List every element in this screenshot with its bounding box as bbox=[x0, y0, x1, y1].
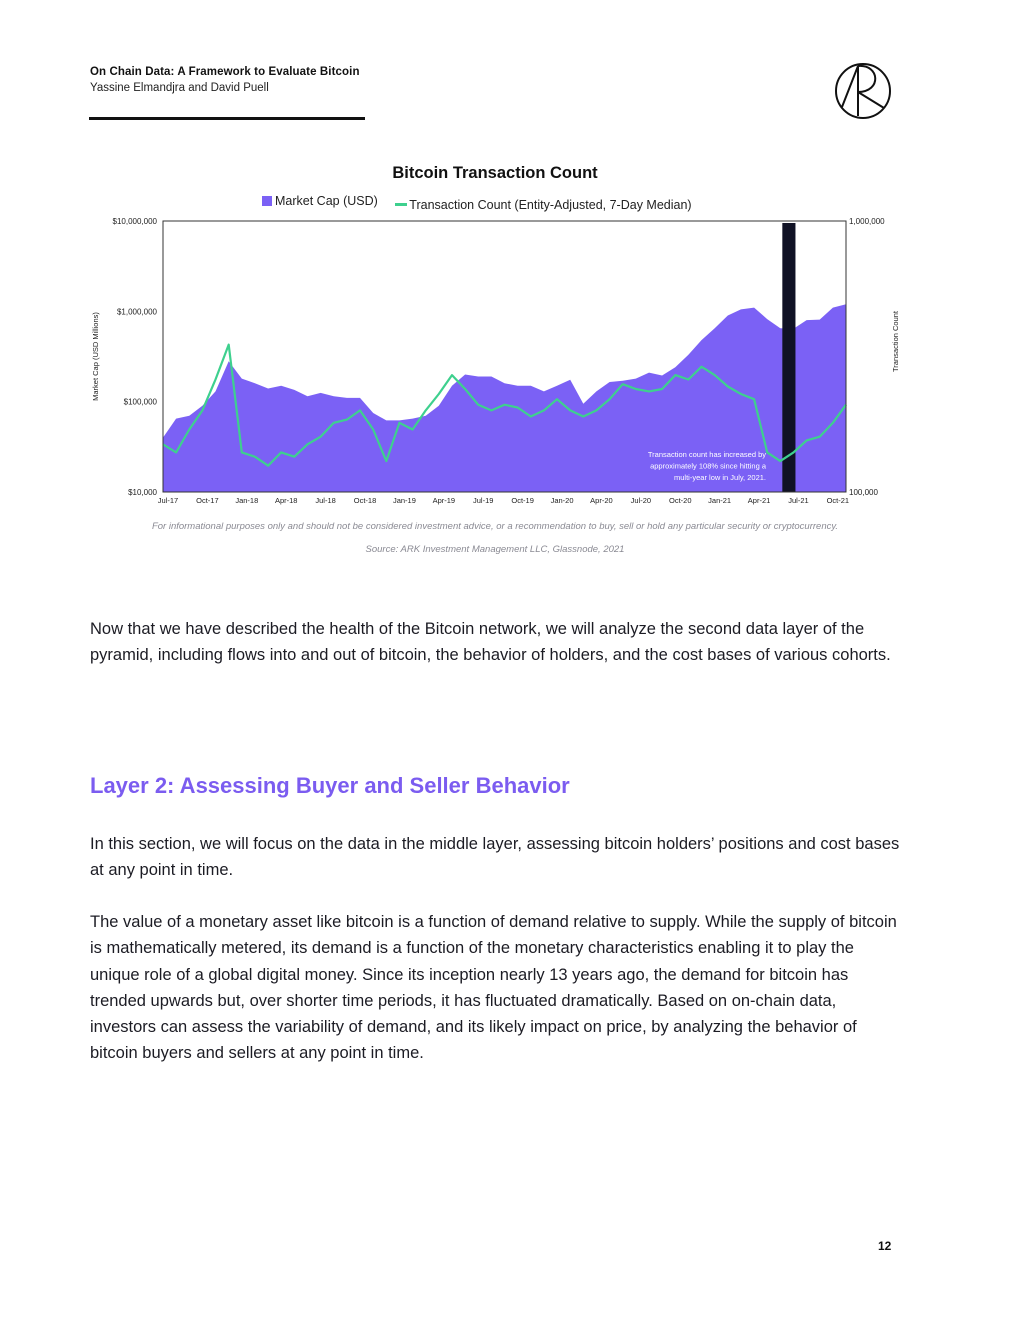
legend-label-transaction-count: Transaction Count (Entity-Adjusted, 7-Day Median) bbox=[409, 197, 692, 212]
chart-legend bbox=[262, 194, 706, 212]
x-tick-label: Jul-19 bbox=[473, 496, 494, 505]
body-paragraph-3: The value of a monetary asset like bitcoin is a function of demand relative to supply. While the supply of bitcoin is mathematically metered, its demand is a function of the monetary characteristics enabling it to play the unique role of a global digital money. Since its inception nearly 13 years ago, the demand for bitcoin has trended upwards but, over shorter time periods, it has fluctuated dramatically. Based on on-chain data, investors can assess the variability of demand, and its likely impact on price, by analyzing the behavior of bitcoin buyers and sellers at any point in time. bbox=[90, 913, 897, 1063]
x-tick-label: Apr-18 bbox=[274, 496, 298, 505]
x-tick-label: Jul-21 bbox=[788, 496, 809, 505]
chart-annotation: Transaction count has increased by approximately 108% since hitting a multi-year low in July, 2021. bbox=[647, 450, 766, 482]
legend-swatch-transaction-count bbox=[395, 203, 407, 206]
x-tick-label: Oct-20 bbox=[668, 496, 692, 505]
y-left-tick-label: $10,000,000 bbox=[112, 217, 157, 226]
x-tick-label: Oct-17 bbox=[196, 496, 219, 505]
y-right-axis-title: Transaction Count bbox=[891, 310, 900, 373]
body-paragraph-1: Now that we have described the health of the Bitcoin network, we will analyze the second data layer of the pyramid, including flows into and out of bitcoin, the behavior of holders, and the cost bases of various cohorts. bbox=[90, 620, 891, 665]
x-tick-label: Jul-17 bbox=[157, 496, 179, 505]
x-tick-label: Apr-20 bbox=[590, 496, 613, 505]
x-tick-label: Jul-18 bbox=[315, 496, 336, 505]
x-tick-label: Oct-18 bbox=[353, 496, 377, 505]
x-tick-label: Jan-21 bbox=[708, 496, 732, 505]
page-number: 12 bbox=[878, 1239, 892, 1253]
x-tick-label: Apr-21 bbox=[747, 496, 771, 505]
x-tick-label: Oct-19 bbox=[511, 496, 534, 505]
y-left-tick-label: $1,000,000 bbox=[116, 307, 157, 317]
header-rule bbox=[89, 117, 365, 120]
disclaimer-text: For informational purposes only and should not be considered investment advice, or a recommendation to buy, sell or hold any particular security or cryptocurrency. bbox=[151, 521, 839, 532]
legend-label-market-cap: Market Cap (USD) bbox=[275, 194, 378, 208]
y-right-tick-label: 1,000,000 bbox=[849, 217, 885, 226]
x-tick-label: Jul-20 bbox=[630, 496, 652, 505]
x-tick-label: Jan-20 bbox=[550, 496, 574, 505]
document-authors: Yassine Elmandjra and David Puell bbox=[90, 82, 269, 94]
y-left-tick-label: $10,000 bbox=[128, 488, 157, 497]
document-title: On Chain Data: A Framework to Evaluate Bitcoin bbox=[90, 66, 360, 78]
document-header bbox=[90, 66, 360, 94]
chart-title: Bitcoin Transaction Count bbox=[392, 164, 598, 182]
source-text: Source: ARK Investment Management LLC, Glassnode, 2021 bbox=[365, 544, 625, 555]
x-tick-label: Jan-19 bbox=[392, 496, 416, 505]
legend-item-market-cap bbox=[262, 194, 378, 208]
x-tick-label: Apr-19 bbox=[432, 496, 456, 505]
transaction-count-chart bbox=[80, 212, 910, 512]
body-paragraph-2: In this section, we will focus on the data in the middle layer, assessing bitcoin holders’ positions and cost bases at any point in time. bbox=[90, 835, 900, 880]
x-tick-label: Jan-18 bbox=[235, 496, 259, 505]
x-tick-label: Oct-21 bbox=[826, 496, 850, 505]
legend-item-transaction-count bbox=[395, 198, 691, 212]
y-right-tick-label: 100,000 bbox=[849, 488, 878, 497]
section-heading: Layer 2: Assessing Buyer and Seller Behavior bbox=[90, 773, 570, 798]
ark-logo-icon bbox=[834, 62, 892, 120]
y-left-axis-title: Market Cap (USD Millions) bbox=[91, 312, 100, 401]
legend-swatch-market-cap bbox=[262, 196, 272, 206]
y-left-tick-label: $100,000 bbox=[123, 397, 157, 407]
